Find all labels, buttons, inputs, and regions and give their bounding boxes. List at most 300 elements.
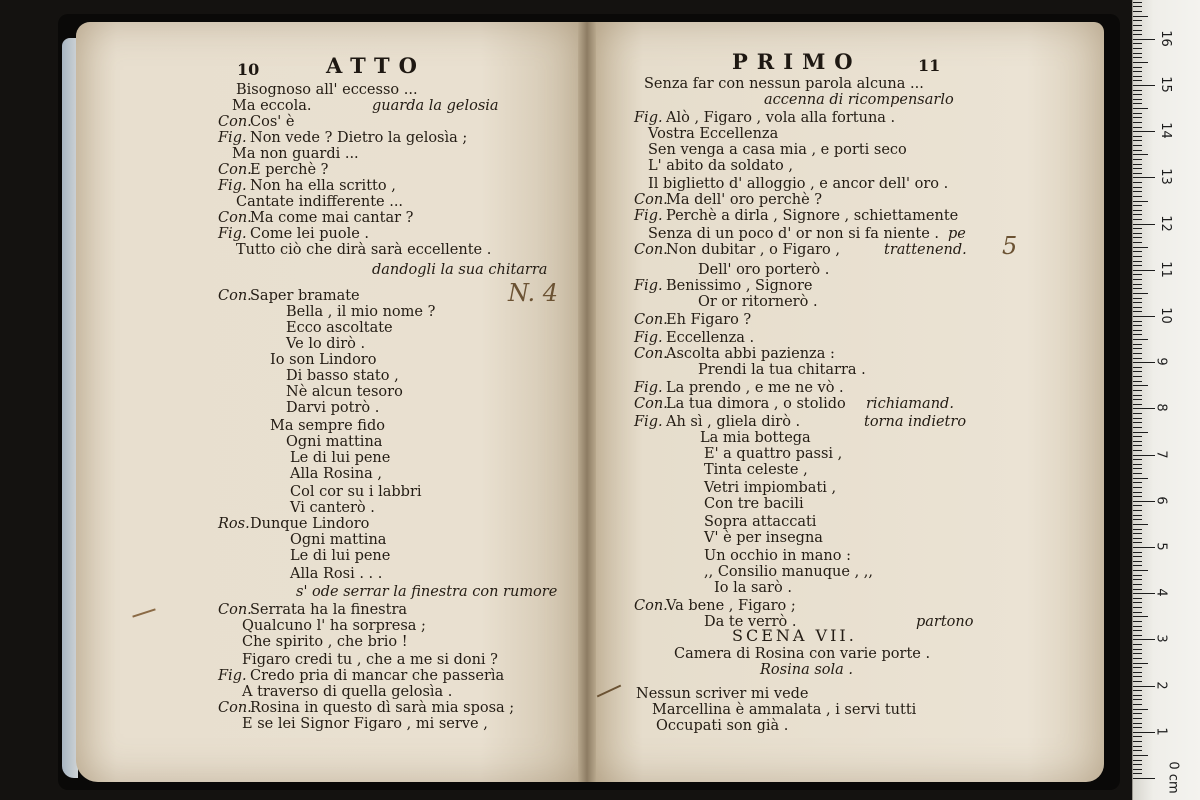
- ruler-tick: [1133, 145, 1142, 146]
- ruler-tick: [1133, 672, 1142, 673]
- stage-direction: trattenend.: [884, 242, 967, 258]
- ruler-tick: [1133, 154, 1148, 155]
- ruler-tick: [1133, 455, 1155, 456]
- ruler-label: 16: [1157, 30, 1173, 47]
- ruler-tick: [1133, 279, 1142, 280]
- ruler-tick: [1133, 399, 1142, 400]
- ruler-tick: [1133, 459, 1142, 460]
- ruler-tick: [1133, 71, 1142, 72]
- ruler-tick: [1133, 732, 1155, 733]
- ruler-tick: [1133, 390, 1142, 391]
- verse-text: La mia bottega: [700, 430, 811, 446]
- verse-text: Alò , Figaro , vola alla fortuna .: [666, 110, 896, 126]
- ruler-tick: [1133, 224, 1155, 225]
- ruler-tick: [1133, 330, 1142, 331]
- ruler-tick: [1133, 103, 1142, 104]
- ruler-tick: [1133, 746, 1142, 747]
- ruler-tick: [1133, 510, 1142, 511]
- ruler-tick: [1133, 302, 1142, 303]
- verse-text: Dell' oro porterò .: [698, 262, 830, 278]
- ruler-tick: [1133, 556, 1142, 557]
- ruler-tick: [1133, 561, 1142, 562]
- stage-direction: Rosina sola .: [760, 662, 853, 678]
- ruler-tick: [1133, 251, 1142, 252]
- ruler-tick: [1133, 25, 1142, 26]
- ruler-tick: [1133, 658, 1142, 659]
- verse-text: Vi canterò .: [290, 500, 375, 516]
- verse-text: Ecco ascoltate: [286, 320, 393, 336]
- ruler-tick: [1133, 727, 1142, 728]
- ruler-label: 12: [1157, 214, 1173, 232]
- verse-text: L' abito da soldato ,: [648, 158, 793, 174]
- ruler-tick: [1133, 90, 1142, 91]
- ruler-tick: [1133, 113, 1142, 114]
- verse-text: Marcellina è ammalata , i servi tutti: [652, 702, 917, 718]
- ruler-tick: [1133, 34, 1142, 35]
- ruler-tick: [1133, 43, 1142, 44]
- ruler-tick: [1133, 131, 1155, 132]
- stage-direction: accenna di ricompensarlo: [764, 92, 954, 108]
- verse-text: Prendi la tua chitarra .: [698, 362, 866, 378]
- verse-text: Ve lo dirò .: [286, 336, 366, 352]
- ruler-tick: [1133, 348, 1142, 349]
- verse-text: Tutto ciò che dirà sarà eccellente .: [236, 242, 492, 258]
- ruler-tick: [1133, 579, 1142, 580]
- ruler-tick: [1133, 492, 1142, 493]
- ruler-tick: [1133, 48, 1142, 49]
- ruler-tick: [1133, 39, 1155, 40]
- ruler-tick: [1133, 214, 1142, 215]
- ruler-tick: [1133, 538, 1142, 539]
- ruler-tick: [1133, 408, 1155, 409]
- speaker-label: Fig.: [218, 668, 247, 684]
- ruler-tick: [1133, 686, 1155, 687]
- ruler-tick: [1133, 62, 1148, 63]
- ruler-label: 13: [1157, 168, 1173, 186]
- ruler-tick: [1133, 67, 1142, 68]
- ruler-tick: [1133, 11, 1142, 12]
- ruler-tick: [1133, 99, 1142, 100]
- speaker-label: Fig.: [634, 380, 663, 396]
- verse-text: Come lei puole .: [250, 226, 370, 242]
- ruler-label: 15: [1157, 76, 1173, 93]
- ruler-tick: [1133, 205, 1142, 206]
- ruler-tick: [1133, 57, 1142, 58]
- ruler-tick: [1133, 598, 1142, 599]
- ruler-tick: [1133, 288, 1142, 289]
- ruler-tick: [1133, 760, 1142, 761]
- ruler-tick: [1133, 741, 1142, 742]
- verse-text: Eh Figaro ?: [666, 312, 752, 328]
- ruler-label: 5: [1153, 542, 1169, 551]
- ruler-tick: [1133, 339, 1148, 340]
- ruler-tick: [1133, 201, 1148, 202]
- ruler-tick: [1133, 418, 1142, 419]
- ruler-tick: [1133, 593, 1155, 594]
- ruler-tick: [1133, 219, 1142, 220]
- ruler-tick: [1133, 575, 1142, 576]
- verse-text: Darvi potrò .: [286, 400, 380, 416]
- ruler-tick: [1133, 533, 1142, 534]
- stage-direction: dandogli la sua chitarra: [372, 262, 548, 278]
- verse-text: Senza di un poco d' or non si fa niente .: [648, 226, 940, 242]
- verse-text: Figaro credi tu , che a me si doni ?: [242, 652, 498, 668]
- verse-text: Sopra attaccati: [704, 514, 817, 530]
- ruler-tick: [1133, 284, 1142, 285]
- ruler-tick: [1133, 667, 1142, 668]
- verse-text: Qualcuno l' ha sorpresa ;: [242, 618, 426, 634]
- ruler-tick: [1133, 16, 1148, 17]
- verse-text: Dunque Lindoro: [250, 516, 370, 532]
- verse-text: Io la sarò .: [714, 580, 792, 596]
- ruler-tick: [1133, 140, 1142, 141]
- ruler-tick: [1133, 173, 1142, 174]
- verse-text: Un occhio in mano :: [704, 548, 851, 564]
- verse-text: Ma come mai cantar ?: [250, 210, 414, 226]
- verse-text: Vetri impiombati ,: [704, 480, 837, 496]
- verse-text: La tua dimora , o stolido: [666, 396, 846, 412]
- verse-text: Con tre bacili: [704, 496, 804, 512]
- ruler-tick: [1133, 127, 1142, 128]
- ruler-label: 7: [1153, 449, 1169, 459]
- verse-text: Sen venga a casa mia , e porti seco: [648, 142, 907, 158]
- verse-text: Rosina in questo dì sarà mia sposa ;: [250, 700, 515, 716]
- ruler-label: 14: [1157, 122, 1173, 139]
- ruler-tick: [1133, 649, 1142, 650]
- speaker-label: Fig.: [218, 178, 247, 194]
- ruler-tick: [1133, 565, 1142, 566]
- ruler-tick: [1133, 247, 1148, 248]
- ruler-tick: [1133, 316, 1155, 317]
- book-gutter: [578, 22, 596, 782]
- ruler-tick: [1133, 6, 1142, 7]
- ruler-tick: [1133, 242, 1142, 243]
- verse-text: Alla Rosi . . .: [290, 566, 383, 582]
- speaker-label: Fig.: [218, 130, 247, 146]
- verse-text: Or or ritornerò .: [698, 294, 818, 310]
- ruler-tick: [1133, 422, 1142, 423]
- ruler-tick: [1133, 432, 1148, 433]
- left-page-number: 10: [237, 60, 260, 79]
- ruler-tick: [1133, 468, 1142, 469]
- verse-text: Ah sì , gliela dirò .: [666, 414, 801, 430]
- ruler-tick: [1133, 552, 1142, 553]
- speaker-label: Con.: [218, 288, 252, 304]
- speaker-label: Con.: [634, 242, 668, 258]
- verse-text: Va bene , Figaro ;: [666, 598, 796, 614]
- verse-text: Bisognoso all' eccesso ...: [236, 82, 418, 98]
- speaker-label: Ros.: [218, 516, 250, 532]
- verse-text: Non vede ? Dietro la gelosìa ;: [250, 130, 468, 146]
- ruler-tick: [1133, 177, 1155, 178]
- ruler-tick: [1133, 413, 1142, 414]
- ruler-tick: [1133, 187, 1142, 188]
- ruler-tick: [1133, 450, 1142, 451]
- ruler-tick: [1133, 256, 1142, 257]
- ruler-tick: [1133, 395, 1142, 396]
- ruler-tick: [1133, 653, 1142, 654]
- ruler-tick: [1133, 371, 1142, 372]
- ruler-tick: [1133, 445, 1142, 446]
- stage-direction: s' ode serrar la finestra con rumore: [296, 584, 558, 600]
- speaker-label: Con.: [634, 598, 668, 614]
- ruler-tick: [1133, 325, 1142, 326]
- speaker-label: Con.: [634, 192, 668, 208]
- verse-text: Ma eccola.: [232, 98, 312, 114]
- verse-text: Saper bramate: [250, 288, 360, 304]
- verse-text: Cos' è: [250, 114, 295, 130]
- ruler-tick: [1133, 505, 1142, 506]
- ruler-tick: [1133, 478, 1148, 479]
- ruler-tick: [1133, 547, 1155, 548]
- ruler-tick: [1133, 353, 1142, 354]
- ruler-tick: [1133, 630, 1142, 631]
- ruler-tick: [1133, 464, 1142, 465]
- ruler-tick: [1133, 718, 1142, 719]
- ruler-tick: [1133, 612, 1142, 613]
- speaker-label: Fig.: [634, 278, 663, 294]
- verse-text: ,, Consilio manuque , ,,: [704, 564, 874, 580]
- verse-text: Occupati son già .: [656, 718, 789, 734]
- ruler-tick: [1133, 108, 1148, 109]
- speaker-label: Fig.: [634, 414, 663, 430]
- ruler-tick: [1133, 690, 1142, 691]
- verse-text: Bella , il mio nome ?: [286, 304, 436, 320]
- verse-text: Le di lui pene: [290, 548, 391, 564]
- handwritten-note-right: 5: [1002, 232, 1018, 260]
- verse-text: Vostra Eccellenza: [648, 126, 779, 142]
- verse-text: A traverso di quella gelosìa .: [242, 684, 453, 700]
- ruler-tick: [1133, 487, 1142, 488]
- ruler-tick: [1133, 298, 1142, 299]
- ruler-tick: [1133, 196, 1142, 197]
- ruler-tick: [1133, 436, 1142, 437]
- verse-text: Le di lui pene: [290, 450, 391, 466]
- measuring-ruler: [1132, 0, 1200, 800]
- ruler-tick: [1133, 274, 1142, 275]
- ruler-tick: [1133, 344, 1142, 345]
- ruler-tick: [1133, 639, 1155, 640]
- ruler-label: 2: [1153, 680, 1169, 690]
- scene-heading: SCENA VII.: [732, 626, 857, 645]
- ruler-tick: [1133, 270, 1155, 271]
- ruler-tick: [1133, 778, 1155, 779]
- verse-text: Ma sempre fido: [270, 418, 385, 434]
- ruler-tick: [1133, 321, 1142, 322]
- ruler-tick: [1133, 85, 1155, 86]
- ruler-tick: [1133, 635, 1142, 636]
- verse-text: Perchè a dirla , Signore , schiettamente: [666, 208, 959, 224]
- verse-text: Col cor su i labbri: [290, 484, 422, 500]
- speaker-label: Fig.: [218, 226, 247, 242]
- right-page-number: 11: [918, 56, 941, 75]
- ruler-tick: [1133, 589, 1142, 590]
- ruler-tick: [1133, 704, 1142, 705]
- ruler-tick: [1133, 20, 1142, 21]
- ruler-tick: [1133, 164, 1142, 165]
- speaker-label: Fig.: [634, 110, 663, 126]
- ruler-tick: [1133, 626, 1142, 627]
- speaker-label: Con.: [634, 346, 668, 362]
- ruler-tick: [1133, 681, 1142, 682]
- ruler-tick: [1133, 644, 1142, 645]
- ruler-tick: [1133, 482, 1142, 483]
- ruler-tick: [1133, 385, 1148, 386]
- ruler-tick: [1133, 150, 1142, 151]
- ruler-tick: [1133, 473, 1142, 474]
- stage-direction: torna indietro: [864, 414, 967, 430]
- verse-text: Eccellenza .: [666, 330, 755, 346]
- speaker-label: Con.: [634, 312, 668, 328]
- ruler-tick: [1133, 621, 1142, 622]
- ruler-tick: [1133, 381, 1142, 382]
- right-page-heading: PRIMO: [732, 49, 862, 74]
- ruler-tick: [1133, 663, 1148, 664]
- verse-text: Benissimo , Signore: [666, 278, 813, 294]
- ruler-label: 4: [1153, 588, 1169, 597]
- verse-text: Non ha ella scritto ,: [250, 178, 396, 194]
- verse-text: Ogni mattina: [290, 532, 387, 548]
- verse-text: Nessun scriver mi vede: [636, 686, 809, 702]
- ruler-tick: [1133, 584, 1142, 585]
- ruler-tick: [1133, 191, 1142, 192]
- handwritten-note-left: N. 4: [508, 279, 558, 307]
- verse-text: Ma non guardi ...: [232, 146, 359, 162]
- ruler-tick: [1133, 496, 1142, 497]
- ruler-tick: [1133, 713, 1142, 714]
- ruler-label: 9: [1153, 357, 1169, 366]
- ruler-tick: [1133, 404, 1142, 405]
- ruler-tick: [1133, 76, 1142, 77]
- ruler-tick: [1133, 542, 1142, 543]
- verse-text: Ascolta abbi pazienza :: [666, 346, 835, 362]
- verse-text: Non dubitar , o Figaro ,: [666, 242, 840, 258]
- ruler-tick: [1133, 293, 1148, 294]
- ruler-tick: [1133, 519, 1142, 520]
- verse-text: Io son Lindoro: [270, 352, 377, 368]
- ruler-tick: [1133, 699, 1142, 700]
- ruler-tick: [1133, 376, 1142, 377]
- stage-direction: richiamand.: [866, 396, 954, 412]
- ruler-tick: [1133, 723, 1142, 724]
- verse-text: E perchè ?: [250, 162, 329, 178]
- ruler-tick: [1133, 228, 1142, 229]
- ruler-tick: [1133, 695, 1142, 696]
- ruler-tick: [1133, 307, 1142, 308]
- speaker-label: Con.: [218, 162, 252, 178]
- ruler-tick: [1133, 233, 1142, 234]
- verse-text: Tinta celeste ,: [704, 462, 808, 478]
- verse-text: Ma dell' oro perchè ?: [666, 192, 823, 208]
- stage-direction: pe: [948, 226, 966, 242]
- verse-text: Il biglietto d' alloggio , e ancor dell' oro .: [648, 176, 949, 192]
- ruler-tick: [1133, 529, 1142, 530]
- verse-text: Senza far con nessun parola alcuna ...: [644, 76, 924, 92]
- speaker-label: Con.: [634, 396, 668, 412]
- verse-text: E se lei Signor Figaro , mi serve ,: [242, 716, 488, 732]
- verse-text: Alla Rosina ,: [290, 466, 382, 482]
- ruler-tick: [1133, 773, 1142, 774]
- ruler-tick: [1133, 427, 1142, 428]
- speaker-label: Fig.: [634, 330, 663, 346]
- ruler-tick: [1133, 182, 1142, 183]
- ruler-tick: [1133, 2, 1142, 3]
- speaker-label: Fig.: [634, 208, 663, 224]
- ruler-label: 1: [1153, 727, 1169, 736]
- ruler-tick: [1133, 94, 1142, 95]
- ruler-tick: [1133, 334, 1142, 335]
- verse-text: Nè alcun tesoro: [286, 384, 403, 400]
- speaker-label: Con.: [218, 210, 252, 226]
- ruler-label: 0 cm: [1165, 761, 1181, 794]
- ruler-tick: [1133, 136, 1142, 137]
- ruler-label: 8: [1153, 403, 1169, 413]
- ruler-tick: [1133, 80, 1142, 81]
- ruler-tick: [1133, 570, 1148, 571]
- ruler-tick: [1133, 210, 1142, 211]
- ruler-tick: [1133, 53, 1142, 54]
- ruler-tick: [1133, 159, 1142, 160]
- verse-text: Serrata ha la finestra: [250, 602, 408, 618]
- speaker-label: Con.: [218, 700, 252, 716]
- verse-text: E' a quattro passi ,: [704, 446, 843, 462]
- verse-text: Da te verrò .: [704, 614, 797, 630]
- verse-text: Di basso stato ,: [286, 368, 399, 384]
- ruler-tick: [1133, 122, 1142, 123]
- ruler-tick: [1133, 261, 1142, 262]
- ruler-tick: [1133, 709, 1148, 710]
- ruler-tick: [1133, 168, 1142, 169]
- ruler-tick: [1133, 755, 1148, 756]
- ruler-label: 10: [1157, 307, 1173, 324]
- ruler-tick: [1133, 676, 1142, 677]
- ruler-tick: [1133, 736, 1142, 737]
- verse-text: La prendo , e me ne vò .: [666, 380, 844, 396]
- ruler-tick: [1133, 750, 1142, 751]
- verse-text: Che spirito , che brio !: [242, 634, 408, 650]
- ruler-tick: [1133, 265, 1142, 266]
- ruler-tick: [1133, 524, 1148, 525]
- ruler-tick: [1133, 515, 1142, 516]
- ruler-tick: [1133, 602, 1142, 603]
- ruler-tick: [1133, 764, 1142, 765]
- stage-direction: partono: [916, 614, 974, 630]
- speaker-label: Con.: [218, 114, 252, 130]
- ruler-label: 6: [1153, 496, 1169, 505]
- ruler-label: 11: [1157, 261, 1173, 278]
- ruler-tick: [1133, 616, 1148, 617]
- ruler-tick: [1133, 358, 1142, 359]
- left-page-heading: ATTO: [326, 53, 426, 78]
- verse-text: V' è per insegna: [704, 530, 823, 546]
- verse-text: Ogni mattina: [286, 434, 383, 450]
- stage-direction: guarda la gelosia: [372, 98, 499, 114]
- ruler-tick: [1133, 30, 1142, 31]
- ruler-label: 3: [1153, 634, 1169, 644]
- verse-text: Credo pria di mancar che passerìa: [250, 668, 505, 684]
- ruler-tick: [1133, 501, 1155, 502]
- ruler-tick: [1133, 362, 1155, 363]
- ruler-tick: [1133, 367, 1142, 368]
- speaker-label: Con.: [218, 602, 252, 618]
- ruler-tick: [1133, 117, 1142, 118]
- ruler-tick: [1133, 607, 1142, 608]
- ruler-tick: [1133, 311, 1142, 312]
- ruler-tick: [1133, 441, 1142, 442]
- ruler-tick: [1133, 237, 1142, 238]
- ruler-tick: [1133, 769, 1142, 770]
- verse-text: Cantate indifferente ...: [236, 194, 404, 210]
